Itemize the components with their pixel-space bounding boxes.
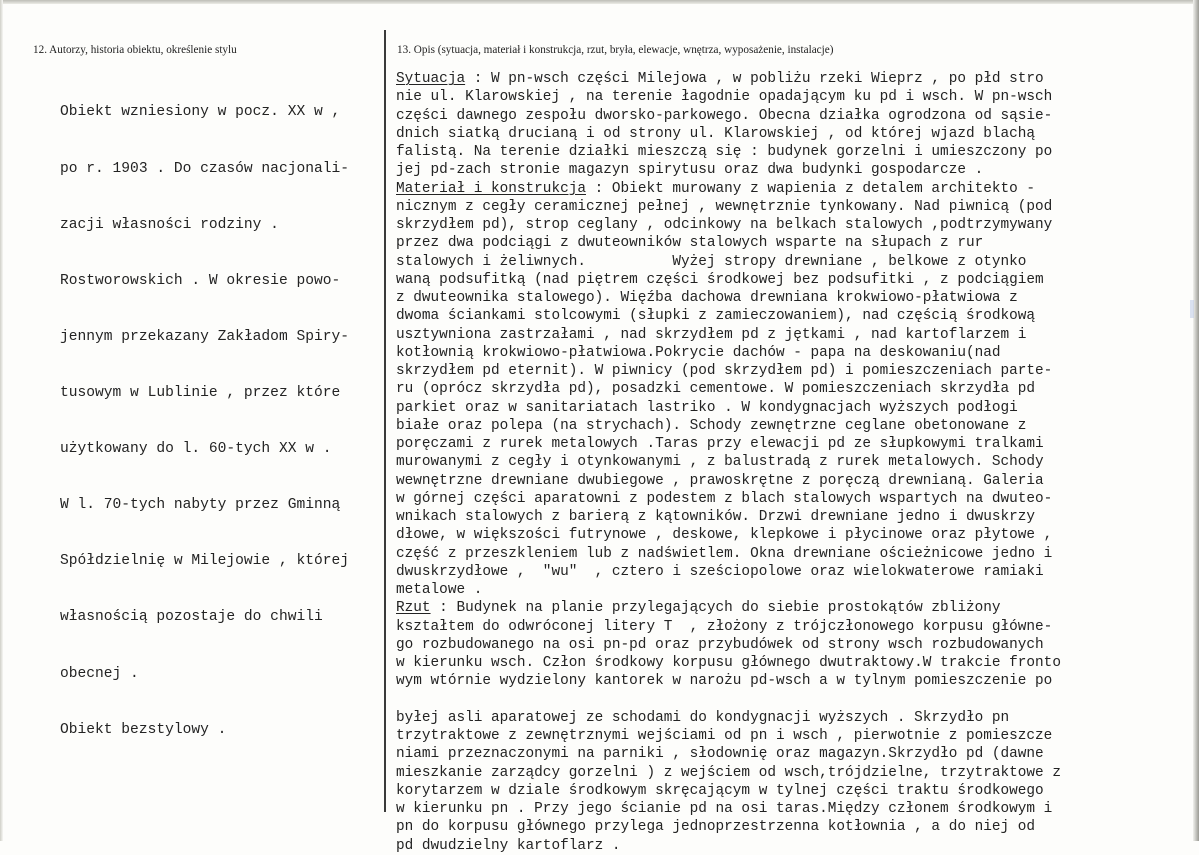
text-line: w górnej części aparatowni z podestem z blach stalowych wspartych na dwuteo-: [396, 490, 1053, 507]
text-line: korytarzem w dziale środkowym skręcającym w tylnej części traktu środkowego: [396, 782, 1044, 799]
column-divider: [384, 30, 386, 812]
text-line: niami przeznaczonymi na parniki , słodownię oraz magazyn.Skrzydło pd (dawne: [396, 746, 1044, 763]
text-line: kształtem do odwróconej litery T , złożony z trójczłonowego korpusu główne-: [396, 618, 1053, 635]
section-label: Sytuacja: [396, 71, 466, 87]
text-line: w kierunku pn . Przy jego ścianie pd na osi taras.Między członem środkowym i: [396, 801, 1053, 817]
text-line: Obiekt bezstylowy .: [60, 721, 227, 738]
text-line: dłowe, w większości futrynowe , deskowe, klepkowe i płycinowe oraz płytowe ,: [396, 527, 1053, 544]
text-line: poręczami z rurek metalowych .Taras przy elewacji pd ze słupkowymi tralkami: [396, 436, 1044, 452]
text-line: mieszkanie zarządcy gorzelni ) z wejściem od wsch,trójdzielne, trzytraktowe z: [396, 764, 1061, 781]
text-line: jej pd-zach stronie magazyn spirytusu oraz dwa budynki gospodarcze .: [396, 162, 984, 179]
text-line: po r. 1903 . Do czasów nacjonali-: [60, 160, 350, 177]
blank-line: [396, 691, 1061, 709]
text-line: dwuskrzydłowe , "wu" , cztero i sześciopolowe oraz wielokwaterowe ramiaki: [396, 563, 1044, 580]
text-line: murowanymi z cegły i otynkowanymi , z balustradą z rurek metalowych. Schody: [396, 454, 1044, 471]
text-line: Materiał i konstrukcja : Obiekt murowany z wapienia z detalem architekto -: [396, 180, 1036, 197]
section-header-authors-history: 12. Autorzy, historia obiektu, określenie stylu: [33, 44, 237, 56]
text-line: jennym przekazany Zakładom Spiry-: [60, 328, 350, 345]
text-line: obecnej .: [60, 665, 139, 682]
text-line: dwoma ściankami stolcowymi (słupki z zamieczowaniem), nad częścią środkową: [396, 308, 1036, 325]
text-line: W l. 70-tych nabyty przez Gminną: [60, 497, 341, 514]
text-line: go rozbudowanego na osi pn-pd oraz przybudówek od strony wsch rozbudowanych: [396, 636, 1044, 653]
text-line: własnością pozostaje do chwili: [60, 609, 323, 626]
text-line: wewnętrzne drewniane dwubiegowe , prawoskrętne z poręczą drewnianą. Galeria: [396, 472, 1044, 489]
paper-edge-right: [1193, 0, 1199, 841]
text-line: metalowe .: [396, 582, 483, 598]
text-line: falistą. Na terenie działki mieszczą się : budynek gorzelni i umieszczony po: [396, 144, 1053, 160]
text-line: tusowym w Lublinie , przez które: [60, 384, 341, 401]
text-line: użytkowany do l. 60-tych XX w .: [60, 441, 332, 458]
text-line: Sytuacja : W pn-wsch części Milejowa , w pobliżu rzeki Wieprz , po płd stro: [396, 71, 1044, 87]
text-line: części dawnego zespołu dworsko-parkowego. Obecna działka ogrodzona od sąsie-: [396, 107, 1053, 124]
section-label: Materiał i konstrukcja: [396, 180, 586, 197]
paper-edge-top: [0, 0, 1199, 4]
text-line: nie ul. Klarowskiej , na terenie łagodnie opadającym ku pd i wsch. W pn-wsch: [396, 89, 1053, 106]
text-line: ru (oprócz skrzydła pd), posadzki cementowe. W pomieszczeniach skrzydła pd: [396, 381, 1036, 398]
text-line: część z przeszkleniem lub z nadświetlem. Okna drewniane ościeżnicowe jedno i: [396, 545, 1053, 562]
text-line: Obiekt wzniesiony w pocz. XX w ,: [60, 104, 341, 121]
text-line: białe oraz polepa (na strychach). Schody zewnętrzne ceglane obetonowane z: [396, 417, 1027, 434]
text-line: wym wtórnie wydzielony kantorek w narożu pd-wsch a w tylnym pomieszczenie po: [396, 673, 1053, 690]
text-line: w kierunku wsch. Człon środkowy korpusu głównego dwutraktowy.W trakcie fronto: [396, 655, 1061, 671]
text-line: stalowych i żeliwnych. Wyżej stropy drewniane , belkowe z otynko: [396, 253, 1027, 270]
text-line: z dwuteownika stalowego). Więźba dachowa drewniana krokwiowo-płatwiowa z: [396, 290, 1018, 306]
history-text: [60, 66, 349, 758]
text-line: Rostworowskich . W okresie powo-: [60, 272, 341, 289]
ink-mark: [1190, 300, 1194, 318]
text-line: parkiet oraz w sanitariatach lastriko . W kondygnacjach wyższych podłogi: [396, 399, 1018, 416]
text-line: trzytraktowe z zewnętrznymi wejściami od pn i wsch , pierwotnie z pomieszcze: [396, 728, 1053, 744]
text-line: waną podsufitką (nad piętrem części środkowej bez podsufitki , z podciągiem: [396, 271, 1044, 288]
text-line: kotłownią krokwiowo-płatwiowa.Pokrycie dachów - papa na deskowaniu(nad: [396, 344, 1001, 361]
text-line: Rzut : Budynek na planie przylegających do siebie prostokątów zbliżony: [396, 600, 1001, 617]
text-line: zacji własności rodziny .: [60, 216, 279, 233]
text-line: usztywniona zastrzałami , nad skrzydłem pd z jętkami , nad kartoflarzem i: [396, 326, 1027, 343]
text-line: pd dwudzielny kartoflarz .: [396, 837, 621, 854]
text-line: skrzydłem pd eternit). W piwnicy (pod skrzydłem pd) i pomieszczeniach parte-: [396, 363, 1053, 379]
section-label: Rzut: [396, 600, 431, 617]
text-line: skrzydłem pd), strop ceglany , odcinkowy na belkach stalowych ,podtrzymywany: [396, 217, 1053, 233]
section-header-description: 13. Opis (sytuacja, materiał i konstrukcja, rzut, bryła, elewacje, wnętrza, wyposażenie, instalacje): [397, 44, 834, 56]
text-line: pn do korpusu głównego przylega jednoprzestrzenna kotłownia , a do niej od: [396, 819, 1036, 836]
text-line: byłej asli aparatowej ze schodami do kondygnacji wyższych . Skrzydło pn: [396, 709, 1010, 726]
description-text: [396, 70, 1061, 855]
paper-edge-left: [0, 0, 3, 841]
text-line: przez dwa podciągi z dwuteowników stalowych wsparte na słupach z rur: [396, 235, 984, 252]
text-line: dnich siatką drucianą i od strony ul. Klarowskiej , od której wjazd blachą: [396, 125, 1036, 142]
text-line: nicznym z cegły ceramicznej pełnej , wewnętrznie tynkowany. Nad piwnicą (pod: [396, 198, 1053, 215]
text-line: Spółdzielnię w Milejowie , której: [60, 553, 350, 570]
text-line: wnikach stalowych z barierą z kątowników. Drzwi drewniane jedno i dwuskrzy: [396, 509, 1036, 525]
